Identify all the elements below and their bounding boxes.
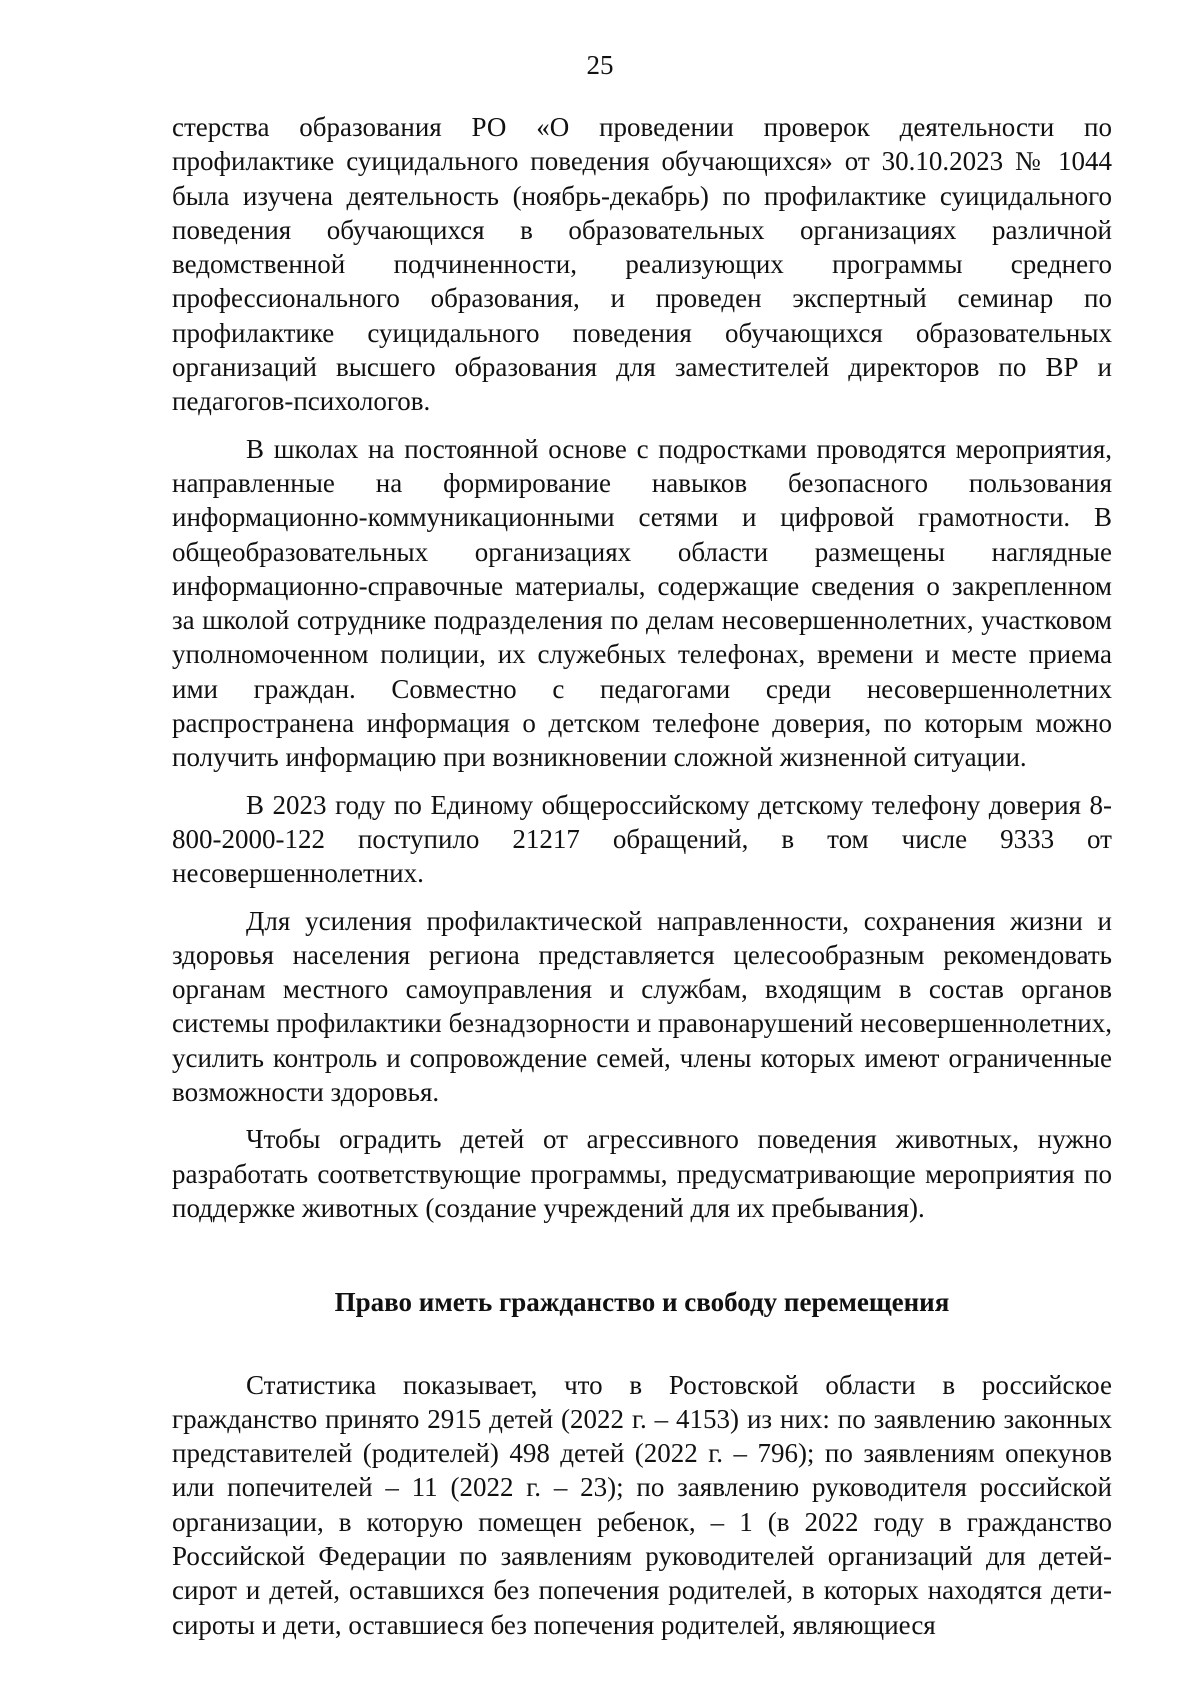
paragraph-animals: Чтобы оградить детей от агрессивного поведения животных, нужно разработать соответствующие программы, предусматривающие мероприятия по поддержке животных (создание учреждений для их пребывания).	[172, 1124, 1112, 1223]
paragraph-citizenship-stats: Статистика показывает, что в Ростовской области в российское гражданство принято 2915 детей (2022 г. – 4153) из них: по заявлению законных представителей (родителей) 498 детей (2022 г. – 796); по заявлениям опекунов или попечителей – 11 (2022 г. – 23); по заявлению руководителя российской организации, в которую помещен ребенок, – 1 (в 2022 году в гражданство Российской Федерации по заявлениям руководителей организаций для детей-сирот и детей, оставшихся без попечения родителей, в которых находятся дети-сироты и дети, оставшиеся без попечения родителей, являющиеся	[172, 1369, 1112, 1640]
paragraph-helpline-stats: В 2023 году по Единому общероссийскому детскому телефону доверия 8-800-2000-122 поступило 21217 обращений, в том числе 9333 от несовершеннолетних.	[172, 789, 1112, 889]
paragraph-school-activities: В школах на постоянной основе с подростками проводятся мероприятия, направленные на формирование навыков безопасного пользования информационно-коммуникационными сетями и цифровой грамотности. В общеобразовательных организациях области размещены наглядные информационно-справочные материалы, содержащие сведения о закрепленном за школой сотруднике подразделения по делам несовершеннолетних, участковом уполномоченном полиции, их служебных телефонах, времени и месте приема ими граждан. Совместно с педагогами среди несовершеннолетних распространена информация о детском телефоне доверия, по которым можно получить информацию при возникновении сложной жизненной ситуации.	[172, 433, 1112, 773]
section-heading: Право иметь гражданство и свободу перемещения	[334, 1287, 950, 1318]
page-content	[172, 110, 1112, 1655]
page-number: 25	[586, 50, 614, 80]
paragraph-recommendation: Для усиления профилактической направленности, сохранения жизни и здоровья населения региона представляется целесообразным рекомендовать органам местного самоуправления и службам, входящим в состав органов системы профилактики безнадзорности и правонарушений несовершеннолетних, усилить контроль и сопровождение семей, члены которых имеют ограниченные возможности здоровья.	[172, 905, 1112, 1108]
paragraph-continued: стерства образования РО «О проведении проверок деятельности по профилактике суицидального поведения обучающихся» от 30.10.2023 № 1044 была изучена деятельность (ноябрь-декабрь) по профилактике суицидального поведения обучающихся в образовательных организациях различной ведомственной подчиненности, реализующих программы среднего профессионального образования, и проведен экспертный семинар по профилактике суицидального поведения обучающихся образовательных организаций высшего образования для заместителей директоров по ВР и педагогов-психологов.	[172, 112, 1112, 417]
